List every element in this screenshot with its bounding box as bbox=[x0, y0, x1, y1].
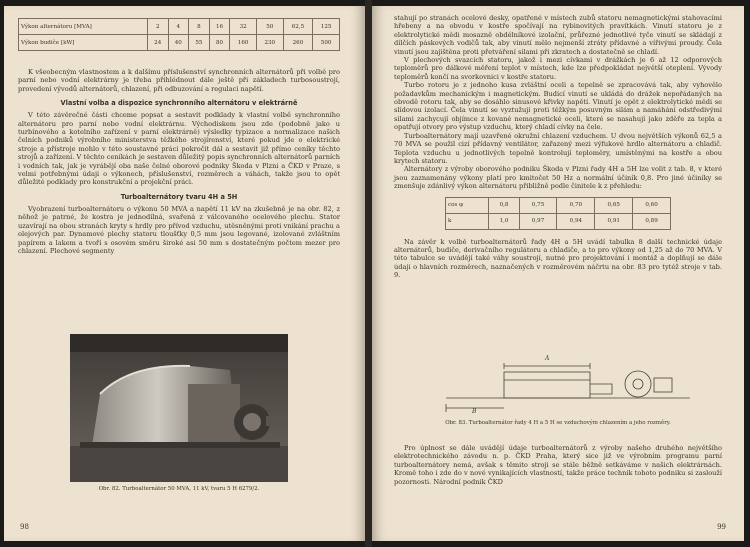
right-text-column bbox=[394, 14, 722, 280]
table-cell: 2 bbox=[147, 19, 168, 35]
table-row bbox=[19, 19, 340, 35]
body-paragraph: V této závěrečné části chceme popsat a sestavit podklady k vlastní volbě synchronního alternátoru pro parní nebo vodní elektrárnu. Východiskem jsou zde (podobně jako u turbínového a kotelního zařízení v parní elektrárně) výsledky typizace a normalizace našich čelních podniků výrobního ministerstva těžkého strojírenství, které pokud jde o elektrické stroje a přístroje mohlo v této soustavné práci pokročit dál a sestavit již přímo ceníky těchto strojů a zařízení. V těchto ceníkách je sestaven důležitý popis synchronních alternátorů parních i vodních tak, jak je vyrábějí oba naše čelné oborové podniky Škoda v Plzni a ČKD v Praze, s velmi potřebnými údaji o výkonech, příslušenství, rozměrech a váhách, takže jsou to opět důležité podklady pro konstrukční a projekční práci. bbox=[18, 111, 340, 187]
table-cell: 8 bbox=[189, 19, 210, 35]
figure-caption: Obr. 82. Turboalternátor 50 MVA, 11 kV, tvaru 5 H 6279/2. bbox=[98, 486, 260, 492]
left-text-column bbox=[18, 68, 340, 255]
table-cell: 0,60 bbox=[633, 197, 671, 213]
table-cell: 0,65 bbox=[595, 197, 633, 213]
power-factor-table bbox=[445, 197, 671, 230]
table-cell: 125 bbox=[313, 19, 340, 35]
turboalternator-photo bbox=[70, 334, 288, 482]
body-paragraph: V plechových svazcích statoru, jakož i mezi cívkami v drážkách je 6 až 12 odporových teploměrů pro dálkové měření teplot v místech, kde lze předpokládat největší oteplení. Vývody teploměrů končí na svorkovnici v kostře statoru. bbox=[394, 56, 722, 81]
table-cell: 0,94 bbox=[557, 213, 595, 229]
body-paragraph: Pro úplnost se dále uvádějí údaje turboalternátorů z výroby našeho druhého největšího elektrotechnického závodu n. p. ČKD Praha, který sice již ve výrobním programu parní turboalternátory nemá, avšak s těmito stroji se stále běžně setkáváme v našich elektrárnách. Kromě toho i zde do v nové vynikajících vlastností, takže práce technik tohoto podniku si zaslouží pozornosti. Národní podnik ČKD bbox=[394, 444, 722, 486]
row-label: k bbox=[446, 213, 489, 229]
body-paragraph: Turbo rotoru je z jednoho kusa zvláštní oceli a tepelně se zpracovává tak, aby vyhovělo požadavkům mechanickým i magnetickým. Budicí vinutí se ukládá do drážek nepořádaných na obvodě rotoru tak, aby se dosáhlo sinusové křivky napětí. Vinutí je opět z elektrolytické mědi se slídovou izolací. Čela vinutí se vyztužují proti těžkým posuvným silám a namáhání odstředivými silami zachycují objímce z kované nemagnetické oceli, které se nasahují jako zděře za tepla a opatřují otvory pro výstup vzduchu, který chladí cívky na čele. bbox=[394, 81, 722, 132]
book-gutter bbox=[365, 0, 372, 547]
left-page bbox=[4, 6, 365, 541]
body-paragraph: Turboalternátory mají uzavřené okružní chlazení vzduchem. U dvou největších výkonů 62,5 a 70 MVA se použil cizí přídavný ventilátor, zařazený mezi výfukové hrdlo alternátoru a chladič. Teplota vzduchu u jednotlivých tepelně kontrolují teploměry, umístěnými na kostře a obou krytech statoru. bbox=[394, 131, 722, 165]
table-cell: 0,89 bbox=[633, 213, 671, 229]
table-cell: 24 bbox=[147, 35, 168, 51]
table-cell: 0,70 bbox=[557, 197, 595, 213]
row-label: Výkon budiče [kW] bbox=[19, 35, 148, 51]
body-paragraph: stahují po stranách ocelové desky, opatřené v místech zubů statoru nemagnetickými stahovacími hřebeny a na obvodu v kostře spočívají na rybinovitých pravítkách. Vinutí statoru je z elektrolytické mědi mosazně obdélníkové izolační, průřezné jednotlivé tyče vinutí se skládají z dílčích páskových vodičů tak, aby vinutí mělo nejmenší ztráty přídavné a vířivými proudy. Čela vinutí jsou zajištěna proti přetváření silami při zkratech a dostatečně se chladí. bbox=[394, 14, 722, 56]
table-cell: 50 bbox=[256, 19, 283, 35]
table-row bbox=[446, 197, 671, 213]
table-cell: 160 bbox=[230, 35, 257, 51]
table-cell: 0,8 bbox=[489, 197, 519, 213]
section-heading: Turboalternátory tvaru 4H a 5H bbox=[120, 192, 238, 201]
intro-paragraph: K všeobecným vlastnostem a k dalšímu příslušenství synchronních alternátorů při volbě pro parní nebo vodní elektrárny je třeba přihlédnout dále ještě při základech turbosoustrojí, provedení vývodů alternátorů, chlazení, při odbuzování a regulaci napětí. bbox=[18, 68, 340, 93]
left-table-block bbox=[18, 18, 340, 51]
row-label: cos φ bbox=[446, 197, 489, 213]
generator-exciter-table bbox=[18, 18, 340, 51]
table-cell: 0,97 bbox=[519, 213, 557, 229]
dimension-label-a: A bbox=[545, 355, 550, 362]
table-cell: 32 bbox=[230, 19, 257, 35]
table-cell: 55 bbox=[189, 35, 210, 51]
figure-caption: Obr. 83. Turboalternátor řady 4 H a 5 H se vzduchovým chlazením a jeho rozměry. bbox=[445, 420, 671, 426]
page-number: 98 bbox=[20, 523, 29, 531]
dimension-sketch bbox=[442, 355, 694, 416]
table-row bbox=[446, 213, 671, 229]
table-cell: 0,91 bbox=[595, 213, 633, 229]
table-cell: 1,0 bbox=[489, 213, 519, 229]
table-cell: 16 bbox=[209, 19, 230, 35]
table-cell: 230 bbox=[256, 35, 283, 51]
table-cell: 62,5 bbox=[283, 19, 313, 35]
body-paragraph: Alternátory z výroby oborového podniku Škoda v Plzni řady 4H a 5H lze volit z tab. 8, v které jsou zaznamenány výkony platí pro kmitočet 50 Hz a normální účiník 0,8. Pro jiné účiníky se zmenšuje zdánlivý výkon alternátoru přibližně podle činitele k z přehledu: bbox=[394, 165, 722, 191]
body-paragraph: Vyobrazení turboalternátoru o výkonu 50 MVA a napětí 11 kV na zkušebně je na obr. 82, z něhož je patrné, že kostra je jednodílná, svařená z válcovaného ocelového plechu. Stator uzavírají na obou stranách kryty s hrdly pro přívod vzduchu, utěsněnými proti vnikání prachu a olejových par. Dynamové plechy statoru tloušťky 0,5 mm jsou legované, izolované zvláštním papírem a lakem a tvoří s osovém směru široké asi 50 mm s dostatečným počtem mezer pro chlazení. Plechové segmenty bbox=[18, 204, 340, 255]
body-paragraph: Na závěr k volbě turboalternátorů řady 4H a 5H uvádí tabulka 8 další technické údaje alternátorů, budiče, derivačního regulátoru a chladiče, a to pro výkony od 1,25 až do 70 MVA. V této tabulce se uvádějí také váhy soustrojí, nutné pro projektování i montáž a doplňují se dále údaji o hlavních rozměrech, naznačených v rozměrovém náčrtu na obr. 83 pro tytéž stroje v tab. 9. bbox=[394, 237, 722, 280]
right-page bbox=[372, 6, 744, 541]
dimension-label-b: B bbox=[472, 408, 477, 415]
table-cell: 500 bbox=[313, 35, 340, 51]
section-heading: Vlastní volba a dispozice synchronního alternátoru v elektrárně bbox=[60, 99, 298, 108]
right-bottom-text bbox=[394, 444, 722, 486]
table-cell: 40 bbox=[168, 35, 189, 51]
table-cell: 80 bbox=[209, 35, 230, 51]
table-cell: 0,75 bbox=[519, 197, 557, 213]
table-cell: 4 bbox=[168, 19, 189, 35]
page-number: 99 bbox=[717, 523, 726, 531]
table-row bbox=[19, 35, 340, 51]
row-label: Výkon alternátoru [MVA] bbox=[19, 19, 148, 35]
table-cell: 260 bbox=[283, 35, 313, 51]
